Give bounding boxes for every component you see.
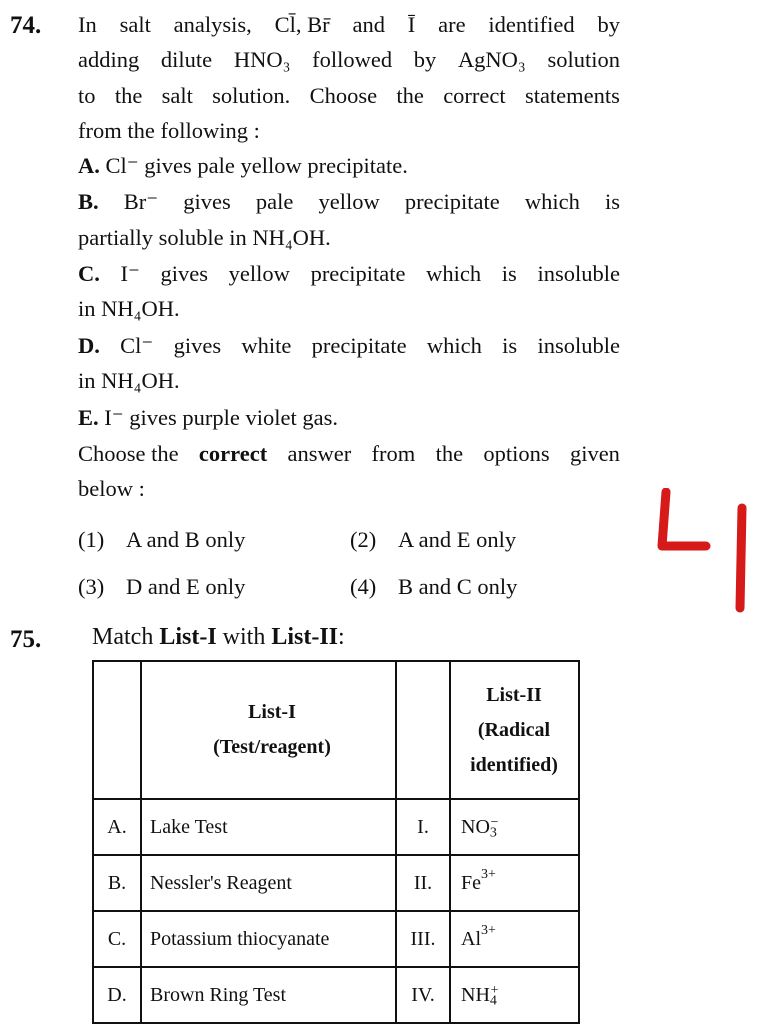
word: answer: [287, 441, 352, 466]
word: gives: [183, 189, 231, 214]
q74-stem-line-2: [78, 49, 620, 72]
word: adding: [78, 47, 140, 72]
word: followed: [312, 47, 393, 72]
word: given: [569, 441, 620, 466]
word: I⁻: [120, 261, 140, 286]
word: to: [78, 83, 96, 108]
word: which: [426, 261, 482, 286]
statement-a: [78, 155, 408, 178]
row-radical: [450, 967, 579, 1023]
option-1-text: A and B only: [126, 527, 246, 552]
option-3-text: D and E only: [126, 574, 246, 599]
word: solution.: [212, 83, 291, 108]
header-list2: [450, 661, 579, 799]
q74-stem-line-4: from the following :: [78, 118, 260, 143]
word: Br⁻: [123, 189, 159, 214]
word: which: [426, 333, 482, 358]
option-4-number: (4): [350, 574, 377, 599]
q74-instruction-line-2: below :: [78, 476, 145, 501]
word: white: [241, 333, 292, 358]
radical-charge: −: [490, 814, 499, 830]
row-roman: III.: [396, 911, 450, 967]
word: analysis,: [173, 12, 252, 37]
row-test: Lake Test: [141, 799, 396, 855]
statement-e-text: I⁻ gives purple violet gas.: [104, 405, 338, 430]
row-roman: I.: [396, 799, 450, 855]
word: dilute: [160, 47, 213, 72]
prompt-text: :: [338, 624, 345, 650]
word: by: [597, 12, 620, 37]
word: insoluble: [537, 261, 620, 286]
word: yellow: [228, 261, 290, 286]
word: the: [114, 83, 143, 108]
question-number-75: 75.: [10, 626, 42, 653]
word: by: [413, 47, 437, 72]
word: Ī: [407, 12, 416, 37]
radical-symbol: Fe: [461, 871, 481, 894]
statement-c-label: C.: [78, 261, 100, 286]
word: HNO₃: [233, 47, 291, 72]
word: which: [524, 189, 580, 214]
table-row: [93, 911, 579, 967]
radical-charge: 3+: [481, 922, 496, 938]
row-roman: II.: [396, 855, 450, 911]
word: pale: [255, 189, 294, 214]
radical-symbol: NH: [461, 983, 490, 1006]
header-list1-sub: (Test/reagent): [213, 736, 331, 758]
statement-b-label: B.: [78, 189, 99, 214]
q74-instruction-line-1: [78, 443, 620, 466]
option-1-number: (1): [78, 527, 105, 552]
word: from: [371, 441, 416, 466]
option-4[interactable]: [350, 574, 517, 600]
option-4-text: B and C only: [398, 574, 518, 599]
prompt-text: Match: [92, 624, 154, 650]
option-2-text: A and E only: [398, 527, 517, 552]
row-radical: [450, 911, 579, 967]
option-3-number: (3): [78, 574, 105, 599]
word: options: [483, 441, 550, 466]
handwritten-answer-mark: [650, 488, 760, 614]
word: salt: [119, 12, 151, 37]
word: are: [438, 12, 466, 37]
statement-a-label: A.: [78, 153, 100, 178]
word: statements: [524, 83, 620, 108]
radical-sub: 3: [489, 825, 497, 840]
word: identified: [488, 12, 575, 37]
word: insoluble: [537, 333, 620, 358]
word: gives: [160, 261, 209, 286]
row-roman: IV.: [396, 967, 450, 1023]
header-blank-1: [93, 661, 141, 799]
statement-d-label: D.: [78, 333, 100, 358]
row-letter: B.: [93, 855, 141, 911]
word: precipitate: [311, 333, 407, 358]
word: gives: [173, 333, 222, 358]
radical-sub: 4: [489, 993, 497, 1008]
word: is: [604, 189, 620, 214]
question-number-74: 74.: [10, 12, 42, 39]
statement-e: [78, 407, 338, 430]
statement-e-label: E.: [78, 405, 99, 430]
option-1[interactable]: [78, 527, 245, 553]
option-2[interactable]: [350, 527, 516, 553]
q74-stem-line-3: [78, 85, 620, 108]
header-list2-sub1: (Radical: [477, 718, 551, 741]
word: precipitate: [310, 261, 406, 286]
header-list2-sub2: identified): [470, 753, 558, 776]
q75-prompt: [92, 625, 345, 649]
word: the: [396, 83, 424, 108]
radical-symbol: NO: [461, 815, 490, 838]
word: In: [78, 12, 97, 37]
header-blank-2: [396, 661, 450, 799]
row-radical: [450, 799, 579, 855]
prompt-list2: List-II: [271, 624, 339, 650]
instruction-text: Choose the: [78, 441, 179, 466]
word: precipitate: [404, 189, 500, 214]
word: solution: [547, 47, 620, 72]
row-radical: [450, 855, 579, 911]
prompt-text: with: [222, 624, 266, 650]
word: yellow: [318, 189, 380, 214]
option-3[interactable]: [78, 574, 245, 600]
table-row: [93, 967, 579, 1023]
radical-charge: 3+: [481, 866, 496, 882]
radical-charge: +: [490, 982, 499, 998]
row-letter: A.: [93, 799, 141, 855]
radical-symbol: Al: [461, 927, 481, 950]
prompt-list1: List-I: [159, 624, 217, 650]
statement-b-line-2: partially soluble in NH₄OH.: [78, 225, 331, 250]
header-list1-title: List-I: [248, 701, 296, 723]
statement-c-line-2: in NH₄OH.: [78, 296, 180, 321]
word: is: [501, 261, 517, 286]
q74-stem-line-1: [78, 14, 620, 37]
match-table-header: [93, 661, 579, 799]
word: Cl⁻: [120, 333, 154, 358]
word: the: [435, 441, 464, 466]
row-test: Brown Ring Test: [141, 967, 396, 1023]
word: salt: [161, 83, 193, 108]
row-test: Nessler's Reagent: [141, 855, 396, 911]
option-2-number: (2): [350, 527, 377, 552]
statement-c-line-1: [78, 263, 620, 286]
word: Cl̄, Br̄: [274, 12, 330, 37]
table-row: [93, 799, 579, 855]
row-letter: D.: [93, 967, 141, 1023]
word: Choose: [309, 83, 378, 108]
statement-d-line-1: [78, 335, 620, 358]
table-row: [93, 855, 579, 911]
statement-a-text: Cl⁻ gives pale yellow precipitate.: [105, 153, 408, 178]
word: AgNO₃: [457, 47, 526, 72]
statement-d-line-2: in NH₄OH.: [78, 368, 180, 393]
word: and: [352, 12, 385, 37]
header-list2-title: List-II: [486, 683, 542, 706]
statement-b-line-1: [78, 191, 620, 214]
instruction-emphasis: correct: [198, 441, 268, 466]
row-test: Potassium thiocyanate: [141, 911, 396, 967]
match-table: [92, 660, 580, 1024]
word: is: [502, 333, 518, 358]
row-letter: C.: [93, 911, 141, 967]
header-list1: [141, 661, 396, 799]
word: correct: [443, 83, 506, 108]
